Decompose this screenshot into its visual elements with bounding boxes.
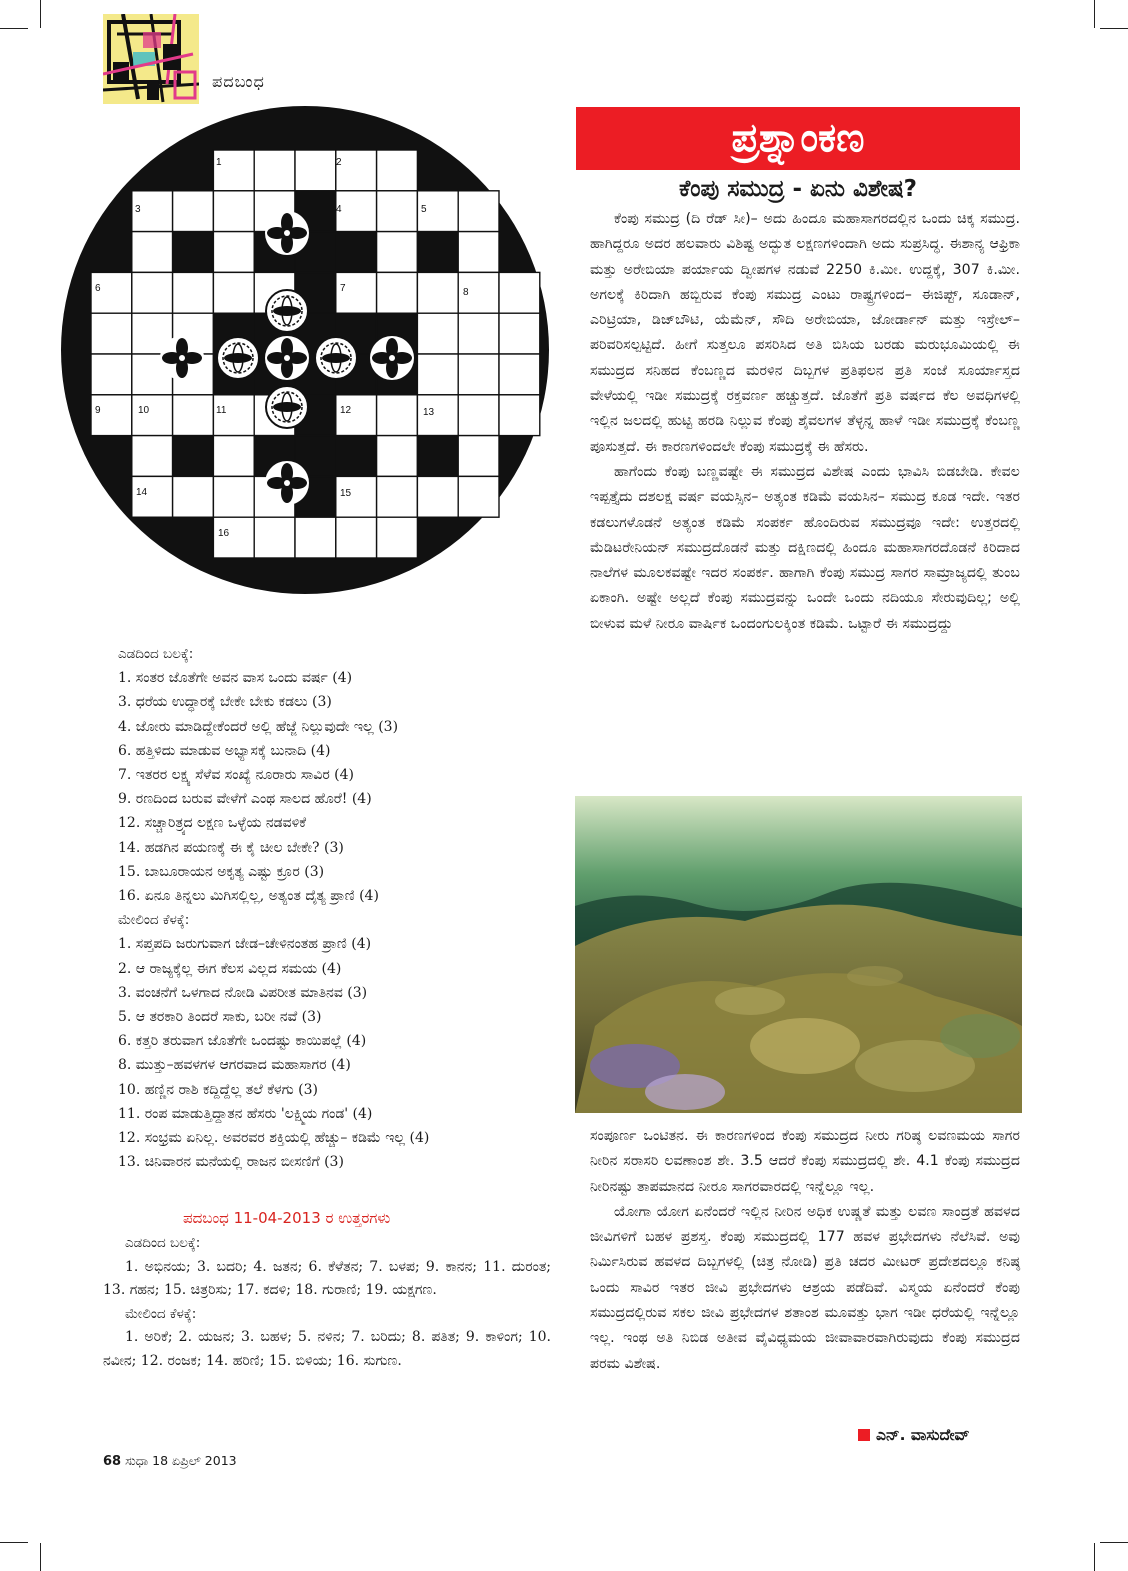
article-body-bottom bbox=[590, 1124, 1020, 1377]
clue-item: 13. ಚಿನಿವಾರನ ಮನೆಯಲ್ಲಿ ರಾಜನ ಬೀಸಣಿಗೆ (3) bbox=[118, 1154, 344, 1171]
crossword-cell[interactable] bbox=[132, 272, 173, 313]
crossword-cell[interactable] bbox=[458, 232, 499, 273]
article-headline: ಕೆಂಪು ಸಮುದ್ರ - ಏನು ವಿಶೇಷ? bbox=[679, 176, 917, 202]
clue-item: 1. ಸಂತರ ಜೊತೆಗೇ ಅವನ ವಾಸ ಒಂದು ವರ್ಷ (4) bbox=[118, 670, 353, 687]
crossword-cell[interactable] bbox=[377, 191, 418, 232]
crossword-cell[interactable] bbox=[173, 476, 214, 517]
crossword-cell[interactable] bbox=[213, 272, 254, 313]
clue-item: 7. ಇತರರ ಲಕ್ಷ್ಯ ಸೆಳೆವ ಸಂಖ್ಯೆ ನೂರಾರು ಸಾವಿರ (4) bbox=[118, 767, 355, 784]
grid-number: 14 bbox=[136, 487, 148, 498]
crossword-cell[interactable] bbox=[499, 272, 540, 313]
crossword-cell[interactable] bbox=[254, 517, 295, 558]
crossword-cell[interactable] bbox=[499, 395, 540, 436]
crossword-cell[interactable] bbox=[91, 354, 132, 395]
clue-item: 3. ವಂಚನೆಗೆ ಒಳಗಾದ ನೋಡಿ ವಿಪರೀತ ಮಾತಿನವ (3) bbox=[118, 984, 368, 1001]
crop-mark bbox=[40, 0, 41, 28]
article-paragraph: ಕೆಂಪು ಸಮುದ್ರ (ದಿ ರೆಡ್ ಸೀ)– ಅದು ಹಿಂದೂ ಮಹಾಸಾಗರದಲ್ಲಿನ ಒಂದು ಚಿಕ್ಕ ಸಮುದ್ರ. ಹಾಗಿದ್ದರೂ ಅದರ ಹಲವಾರು ವಿಶಿಷ್ಟ ಅದ್ಭುತ ಲಕ್ಷಣಗಳಿಂದಾಗಿ ಅದು ಸುಪ್ರಸಿದ್ಧ. ಈಶಾನ್ಯ ಆಫ್ರಿಕಾ ಮತ್ತು ಅರೇಬಿಯಾ ಪರ್ಯಾಯ ದ್ವೀಪಗಳ ನಡುವೆ 2250 ಕಿ.ಮೀ. ಉದ್ದಕ್ಕೆ, 307 ಕಿ.ಮೀ. ಅಗಲಕ್ಕೆ ಕಿರಿದಾಗಿ ಹಬ್ಬಿರುವ ಕೆಂಪು ಸಮುದ್ರ ಎಂಟು ರಾಷ್ಟ್ರಗಳಿಂದ– ಈಜಿಪ್ಟ್, ಸೂಡಾನ್, ಎರಿಟ್ರಿಯಾ, ಡಿಜ್‌ಬೌಟಿ, ಯೆಮೆನ್, ಸೌದಿ ಅರೇಬಿಯಾ, ಜೋರ್ಡಾನ್ ಮತ್ತು ಇಸ್ರೇಲ್– ಪರಿವರಿಸಲ್ಪಟ್ಟಿದೆ. ಹೀಗೆ ಸುತ್ತಲೂ ಪಸರಿಸಿದ ಅತಿ ಬಿಸಿಯ ಬರಡು ಮರುಭೂಮಿಯಲ್ಲಿ ಈ ಸಮುದ್ರದ ಸನಿಹದ ಕೆಂಬಣ್ಣದ ಮರಳಿನ ದಿಬ್ಬಗಳ ಪ್ರತಿಫಲನ ಪ್ರತಿ ಸಂಜೆ ಸೂರ್ಯಾಸ್ತದ ವೇಳೆಯಲ್ಲಿ ಇಡೀ ಸಮುದ್ರಕ್ಕೆ ರಕ್ತವರ್ಣ ಹಚ್ಚುತ್ತದೆ. ಜೊತೆಗೆ ಪ್ರತಿ ವರ್ಷದ ಕೆಲ ಅವಧಿಗಳಲ್ಲಿ ಇಲ್ಲಿನ ಜಲದಲ್ಲಿ ಹುಟ್ಟಿ ಹರಡಿ ನಿಲ್ಲುವ ಕೆಂಪು ಶೈವಲಗಳ ತೆಳ್ಳನ್ನ ಹಾಳೆ ಇಡೀ ಸಮುದ್ರಕ್ಕೆ ಕೆಂಬಣ್ಣ ಪೂಸುತ್ತದೆ. ಈ ಕಾರಣಗಳಿಂದಲೇ ಕೆಂಪು ಸಮುದ್ರಕ್ಕೆ ಈ ಹೆಸರು. bbox=[590, 211, 1020, 455]
answers-title: ಪದಬಂಧ 11-04-2013 ರ ಉತ್ತರಗಳು bbox=[183, 1209, 391, 1227]
crossword-cell[interactable] bbox=[132, 232, 173, 273]
crossword-cell[interactable] bbox=[417, 313, 458, 354]
down-heading: ಮೇಲಿಂದ ಕೆಳಕ್ಕೆ: bbox=[118, 912, 190, 929]
magazine-name: ಸುಧಾ bbox=[125, 1453, 149, 1468]
crossword-cell[interactable] bbox=[377, 476, 418, 517]
author-byline bbox=[858, 1426, 970, 1445]
abstract-crossword-logo-icon bbox=[103, 14, 199, 104]
crossword-cell[interactable] bbox=[213, 436, 254, 477]
clue-item: 15. ಬಾಬೂರಾಯನ ಅಕೃತ್ಯ ಎಷ್ಟು ಕ್ರೂರ (3) bbox=[118, 863, 325, 880]
clue-item: 2. ಆ ರಾಜ್ಯಕ್ಕೆಲ್ಲ ಈಗ ಕೆಲಸ ವಿಲ್ಲದ ಸಮಯ (4) bbox=[118, 960, 342, 977]
crossword-cell[interactable] bbox=[132, 436, 173, 477]
coral-reef-photo bbox=[575, 796, 1022, 1113]
crossword-svg bbox=[58, 103, 552, 597]
across-clues bbox=[118, 666, 538, 908]
article-banner: ಪ್ರಶ್ನಾಂಕಣ bbox=[576, 107, 1020, 170]
red-square-icon bbox=[858, 1429, 870, 1441]
issue-date: 18 ಏಪ್ರಿಲ್ 2013 bbox=[152, 1453, 237, 1468]
grid-number: 13 bbox=[423, 407, 435, 418]
grid-number: 3 bbox=[135, 204, 141, 215]
crossword-block bbox=[336, 232, 377, 273]
crossword-cell[interactable] bbox=[336, 191, 377, 232]
grid-number: 4 bbox=[336, 204, 342, 215]
crop-mark bbox=[0, 1542, 28, 1543]
crossword-cell[interactable] bbox=[295, 517, 336, 558]
page-number: 68 bbox=[103, 1454, 122, 1469]
clue-item: 6. ಕತ್ತರಿ ತರುವಾಗ ಜೊತೆಗೇ ಒಂದಷ್ಟು ಕಾಯಿಪಲ್ಲೆ (4) bbox=[118, 1033, 367, 1050]
crop-mark bbox=[1094, 0, 1095, 28]
crossword-cell[interactable] bbox=[213, 232, 254, 273]
answers-across-heading: ಎಡದಿಂದ ಬಲಕ್ಕೆ: bbox=[125, 1235, 201, 1251]
answers-block bbox=[103, 1232, 551, 1373]
grid-number: 9 bbox=[95, 405, 101, 416]
crossword-cell[interactable] bbox=[458, 354, 499, 395]
section-logo bbox=[103, 14, 199, 104]
crossword-cell[interactable] bbox=[91, 313, 132, 354]
crop-mark bbox=[0, 28, 28, 29]
crossword-cell[interactable] bbox=[213, 476, 254, 517]
crossword-cell[interactable] bbox=[173, 272, 214, 313]
crop-mark bbox=[40, 1543, 41, 1571]
crossword-block bbox=[417, 436, 458, 477]
clue-item: 10. ಹಣ್ಣಿನ ರಾಶಿ ಕದ್ದಿದ್ದೆಲ್ಲ ತಲೆ ಕೆಳಗು (3) bbox=[118, 1081, 318, 1098]
crop-mark bbox=[1100, 1542, 1128, 1543]
crossword-cell[interactable] bbox=[499, 313, 540, 354]
grid-number: 16 bbox=[218, 528, 230, 539]
crossword-cell[interactable] bbox=[458, 436, 499, 477]
section-name: ಪದಬಂಧ bbox=[212, 72, 265, 91]
down-clues bbox=[118, 932, 538, 1174]
clue-item: 11. ರಂಪ ಮಾಡುತ್ತಿದ್ದಾತನ ಹೆಸರು 'ಲಕ್ಷ್ಮಿಯ ಗಂಡ' (4) bbox=[118, 1105, 373, 1122]
grid-number: 6 bbox=[95, 283, 101, 294]
crossword-cell[interactable] bbox=[499, 354, 540, 395]
grid-number: 11 bbox=[216, 405, 227, 416]
crossword-block bbox=[173, 436, 214, 477]
crossword-block bbox=[417, 232, 458, 273]
across-heading: ಎಡದಿಂದ ಬಲಕ್ಕೆ: bbox=[118, 646, 194, 662]
crossword-cell[interactable] bbox=[336, 517, 377, 558]
crossword-cell[interactable] bbox=[377, 150, 418, 191]
clue-item: 8. ಮುತ್ತು–ಹವಳಗಳ ಆಗರವಾದ ಮಹಾಸಾಗರ (4) bbox=[118, 1057, 351, 1074]
clue-item: 3. ಧರೆಯ ಉದ್ಧಾರಕ್ಕೆ ಬೇಕೇ ಬೇಕು ಕಡಲು (3) bbox=[118, 694, 332, 711]
grid-number: 15 bbox=[340, 488, 352, 499]
article-body-top bbox=[590, 207, 1020, 637]
crossword-cell[interactable] bbox=[213, 191, 254, 232]
clue-item: 6. ಹತ್ತಿಳಿದು ಮಾಡುವ ಅಭ್ಯಾಸಕ್ಕೆ ಬುನಾದಿ (4) bbox=[118, 742, 331, 759]
answers-down-heading: ಮೇಲಿಂದ ಕೆಳಕ್ಕೆ: bbox=[125, 1305, 197, 1322]
grid-number: 1 bbox=[216, 157, 222, 168]
clue-item: 14. ಹಡಗಿನ ಪಯಣಕ್ಕೆ ಈ ಕೈ ಚೀಲ ಬೇಕೇ? (3) bbox=[118, 839, 344, 856]
answers-across-text: 1. ಅಭಿನಯ; 3. ಬದರಿ; 4. ಜತನ; 6. ಕೆಳೆತನ; 7. ಬಳಪ; 9. ಕಾನನ; 11. ದುರಂತ; 13. ಗಹನ; 15. ಚಿತ್ರರಿಸು; 17. ಕದಳಿ; 18. ಗುರಾಣಿ; 19. ಯಕ್ಷಗಣ. bbox=[103, 1258, 551, 1298]
clue-item: 12. ಸಚ್ಚಾರಿತ್ರ್ಯದ ಲಕ್ಷಣ ಒಳ್ಳೆಯ ನಡವಳಿಕೆ bbox=[118, 815, 307, 832]
clue-item: 12. ಸಂಭ್ರಮ ಏನಿಲ್ಲ. ಅವರವರ ಶಕ್ತಿಯಲ್ಲಿ ಹೆಚ್ಚು– ಕಡಿಮೆ ಇಲ್ಲ (4) bbox=[118, 1130, 430, 1147]
clue-item: 9. ರಣದಿಂದ ಬರುವ ವೇಳೆಗೆ ಎಂಥ ಸಾಲದ ಹೊರೆ! (4) bbox=[118, 791, 372, 808]
crossword-block bbox=[173, 232, 214, 273]
clue-item: 5. ಆ ತರಕಾರಿ ತಿಂದರೆ ಸಾಕು, ಬರೀ ನವೆ (3) bbox=[118, 1009, 322, 1026]
author-name: ಎನ್. ವಾಸುದೇವ್ bbox=[876, 1426, 970, 1444]
crossword-cell[interactable] bbox=[254, 150, 295, 191]
clue-item: 1. ಸಪ್ತಪದಿ ಜರುಗುವಾಗ ಜೇಡ–ಚೇಳಿನಂತಹ ಪ್ರಾಣಿ (4) bbox=[118, 936, 372, 953]
answers-down-text: 1. ಅರಿಕೆ; 2. ಯಜನ; 3. ಬಹಳ; 5. ನಳಿನ; 7. ಬರಿದು; 8. ಪತಿತ; 9. ಕಾಳಿಂಗ; 10. ನವೀನ; 12. ರಂಜಕ; 14. ಹರಿಣಿ; 15. ಬಿಳಿಯ; 16. ಸುಗುಣ. bbox=[103, 1329, 551, 1369]
crossword-cell[interactable] bbox=[458, 191, 499, 232]
grid-number: 5 bbox=[421, 204, 427, 215]
crossword-cell[interactable] bbox=[417, 272, 458, 313]
crossword-cell[interactable] bbox=[295, 150, 336, 191]
crossword-cell[interactable] bbox=[377, 517, 418, 558]
crossword-cell[interactable] bbox=[458, 395, 499, 436]
crossword-cell[interactable] bbox=[377, 436, 418, 477]
grid-number: 10 bbox=[138, 405, 150, 416]
clue-item: 16. ಏನೂ ತಿನ್ನಲು ಮಿಗಿಸಲ್ಲಿಲ್ಲ, ಅತ್ಯಂತ ದೈತ್ಯ ಪ್ರಾಣಿ (4) bbox=[118, 888, 379, 905]
article-paragraph: ಯೋಗಾ ಯೋಗ ಏನೆಂದರೆ ಇಲ್ಲಿನ ನೀರಿನ ಅಧಿಕ ಉಷ್ಣತೆ ಮತ್ತು ಲವಣ ಸಾಂದ್ರತೆ ಹವಳದ ಜೀವಿಗಳಿಗೆ ಬಹಳ ಪ್ರಶಸ್ತ. ಕೆಂಪು ಸಮುದ್ರದಲ್ಲಿ 177 ಹವಳ ಪ್ರಭೇದಗಳು ನೆಲೆಸಿವೆ. ಅವು ನಿರ್ಮಿಸಿರುವ ಹವಳದ ದಿಬ್ಬಗಳಲ್ಲಿ (ಚಿತ್ರ ನೋಡಿ) ಪ್ರತಿ ಚದರ ಮೀಟರ್ ಪ್ರದೇಶದಲ್ಲೂ ಕನಿಷ್ಠ ಒಂದು ಸಾವಿರ ಇತರ ಜೀವಿ ಪ್ರಭೇದಗಳು ಆಶ್ರಯ ಪಡೆದಿವೆ. ವಿಸ್ಮಯ ಏನೆಂದರೆ ಕೆಂಪು ಸಮುದ್ರದಲ್ಲಿರುವ ಸಕಲ ಜೀವಿ ಪ್ರಭೇದಗಳ ಶತಾಂಶ ಮೂವತ್ತು ಭಾಗ ಇಡೀ ಧರೆಯಲ್ಲಿ ಇನ್ನೆಲ್ಲೂ ಇಲ್ಲ. ಇಂಥ ಅತಿ ನಿಬಿಡ ಅತೀವ ವೈವಿಧ್ಯಮಯ ಜೀವಾವಾರವಾಗಿರುವುದು ಕೆಂಪು ಸಮುದ್ರದ ಪರಮ ವಿಶೇಷ. bbox=[590, 1203, 1020, 1372]
crossword-block bbox=[336, 436, 377, 477]
grid-number: 7 bbox=[340, 283, 346, 294]
coral-reef-photo-icon bbox=[575, 796, 1022, 1113]
crossword-cell[interactable] bbox=[173, 191, 214, 232]
crossword-grid[interactable] bbox=[58, 103, 552, 597]
crossword-cell[interactable] bbox=[173, 395, 214, 436]
crossword-cell[interactable] bbox=[417, 354, 458, 395]
clues-list bbox=[118, 642, 538, 1174]
page-folio bbox=[103, 1453, 237, 1469]
grid-number: 8 bbox=[463, 287, 469, 298]
grid-number: 12 bbox=[340, 405, 352, 416]
crossword-cell[interactable] bbox=[377, 272, 418, 313]
crossword-cell[interactable] bbox=[458, 476, 499, 517]
grid-number: 2 bbox=[336, 157, 342, 168]
crop-mark bbox=[1094, 1543, 1095, 1571]
crop-mark bbox=[1100, 28, 1128, 29]
article-paragraph: ಹಾಗೆಂದು ಕೆಂಪು ಬಣ್ಣವಷ್ಟೇ ಈ ಸಮುದ್ರದ ವಿಶೇಷ ಎಂದು ಭಾವಿಸಿ ಬಿಡಬೇಡಿ. ಕೇವಲ ಇಪ್ಪತ್ತೈದು ದಶಲಕ್ಷ ವರ್ಷ ವಯಸ್ಸಿನ– ಅತ್ಯಂತ ಕಡಿಮೆ ವಯಸಿನ– ಸಮುದ್ರ ಕೂಡ ಇದೇ. ಇತರ ಕಡಲುಗಳೊಡನೆ ಅತ್ಯಂತ ಕಡಿಮೆ ಸಂಪರ್ಕ ಹೊಂದಿರುವ ಸಮುದ್ರವೂ ಇದೇ: ಉತ್ತರದಲ್ಲಿ ಮೆಡಿಟರೇನಿಯನ್ ಸಮುದ್ರದೊಡನೆ ಮತ್ತು ದಕ್ಷಿಣದಲ್ಲಿ ಹಿಂದೂ ಮಹಾಸಾಗರದೊಡನೆ ಕಿರಿದಾದ ನಾಲೆಗಳ ಮೂಲಕವಷ್ಟೇ ಇದರ ಸಂಪರ್ಕ. ಹಾಗಾಗಿ ಕೆಂಪು ಸಮುದ್ರ ಸಾಗರ ಸಾಮ್ರಾಜ್ಯದಲ್ಲಿ ತುಂಬ ಏಕಾಂಗಿ. ಅಷ್ಟೇ ಅಲ್ಲದೆ ಕೆಂಪು ಸಮುದ್ರವನ್ನು ಒಂದೇ ಒಂದು ನದಿಯೂ ಸೇರುವುದಿಲ್ಲ; ಅಲ್ಲಿ ಬೀಳುವ ಮಳೆ ನೀರೂ ವಾರ್ಷಿಕ ಒಂದಂಗುಲಕ್ಕಿಂತ ಕಡಿಮೆ. ಒಟ್ಟಾರೆ ಈ ಸಮುದ್ರದ್ದು bbox=[590, 463, 1020, 632]
clue-item: 4. ಜೋರು ಮಾಡಿದ್ದೇಕೆಂದರೆ ಅಲ್ಲಿ ಹೆಜ್ಜೆ ನಿಲ್ಲುವುದೇ ಇಲ್ಲ (3) bbox=[118, 718, 399, 735]
crossword-cell[interactable] bbox=[377, 232, 418, 273]
article-paragraph: ಸಂಪೂರ್ಣ ಒಂಟಿತನ. ಈ ಕಾರಣಗಳಿಂದ ಕೆಂಪು ಸಮುದ್ರದ ನೀರು ಗರಿಷ್ಠ ಲವಣಮಯ ಸಾಗರ ನೀರಿನ ಸರಾಸರಿ ಲವಣಾಂಶ ಶೇ. 3.5 ಆದರೆ ಕೆಂಪು ಸಮುದ್ರದಲ್ಲಿ ಶೇ. 4.1 ಕೆಂಪು ಸಮುದ್ರದ ನೀರಿನಷ್ಟು ತಾಪಮಾನದ ನೀರೂ ಸಾಗರವಾರದಲ್ಲಿ ಇನ್ನೆಲ್ಲೂ ಇಲ್ಲ. bbox=[590, 1128, 1020, 1195]
crossword-cell[interactable] bbox=[377, 395, 418, 436]
crossword-cell[interactable] bbox=[417, 476, 458, 517]
crossword-cell[interactable] bbox=[458, 313, 499, 354]
crossword-cell[interactable] bbox=[336, 150, 377, 191]
